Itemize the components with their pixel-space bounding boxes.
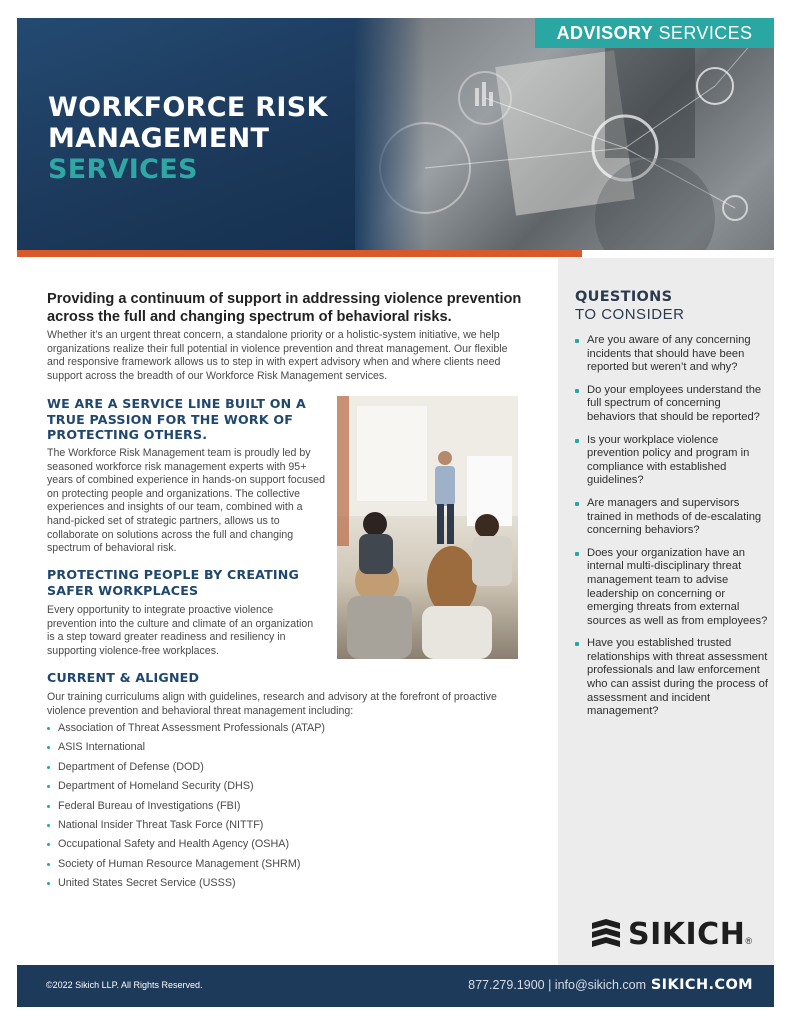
website-link[interactable]: SIKICH.COM — [650, 977, 753, 993]
training-session-photo — [337, 396, 518, 659]
lead-statement: Providing a continuum of support in addressing violence prevention across the full and changing spectrum of behavioral risks. — [47, 291, 522, 325]
sikich-logo-mark-icon — [592, 919, 622, 951]
list-item: Does your organization have an internal multi-disciplinary threat management team to advise leadership on concerning or emerging threats from external sources as well as from employees? — [575, 547, 771, 629]
section-heading-current-aligned: CURRENT & ALIGNED — [47, 670, 200, 685]
service-line-paragraph: The Workforce Risk Management team is proudly led by seasoned workforce risk management experts with 95+ years of combined experience in hands-on support focused on protecting people and organizations. The collective experiences and insights of our team, combined with a hand-picked set of strategic partners, allows us to collaborate on solutions across the full and changing spectrum of behavioral risk. — [47, 447, 325, 555]
list-item: ASIS International — [47, 741, 507, 754]
current-aligned-paragraph: Our training curriculums align with guidelines, research and advisory at the forefront of proactive violence prevention and behavioral threat management including: — [47, 691, 497, 717]
accent-divider — [17, 250, 582, 257]
list-item: Are you aware of any concerning incidents that should have been reported but weren’t and why? — [575, 334, 771, 375]
list-item: Is your workplace violence prevention policy and program in compliance with established guidelines? — [575, 434, 771, 488]
questions-sidebar — [558, 258, 774, 965]
sidebar-heading — [575, 289, 684, 323]
list-item: Society of Human Resource Management (SHRM) — [47, 858, 507, 871]
list-item: Federal Bureau of Investigations (FBI) — [47, 800, 507, 813]
list-item: Occupational Safety and Health Agency (OSHA) — [47, 838, 507, 851]
sikich-logo — [592, 917, 752, 952]
hero-title-line-1: WORKFORCE RISK — [48, 92, 328, 123]
list-item: Do your employees understand the full spectrum of concerning behaviors that should be reported? — [575, 384, 771, 425]
badge-light-text: SERVICES — [653, 23, 753, 43]
badge-bold-text: ADVISORY — [556, 23, 654, 43]
list-item: Have you established trusted relationships with threat assessment professionals and law enforcement who can assist during the process of assessment and incident management? — [575, 637, 771, 719]
hero-title-line-2: MANAGEMENT — [48, 123, 270, 154]
list-item: United States Secret Service (USSS) — [47, 877, 507, 890]
sidebar-heading-bold: QUESTIONS — [575, 289, 673, 305]
questions-list — [575, 334, 771, 728]
section-heading-service-line: WE ARE A SERVICE LINE BUILT ON A TRUE PASSION FOR THE WORK OF PROTECTING OTHERS. — [47, 396, 306, 443]
intro-paragraph: Whether it’s an urgent threat concern, a standalone priority or a holistic-system initiative, we help organizations realize their full potential in violence prevention and threat management. Our flexible and responsive framework allows us to step in with expert advisory when and where clients need support across the breadth of our Workforce Risk Management services. — [47, 329, 508, 382]
list-item: Are managers and supervisors trained in methods of de-escalating concerning behaviors? — [575, 497, 771, 538]
contact-info[interactable]: 877.279.1900 | info@sikich.com — [468, 978, 646, 992]
registered-mark: ® — [745, 936, 752, 946]
organization-list — [47, 722, 507, 897]
list-item: National Insider Threat Task Force (NITTF) — [47, 819, 507, 832]
sidebar-heading-light: TO CONSIDER — [575, 306, 685, 323]
hero-photo-risk-management — [355, 18, 774, 250]
hero-banner — [17, 18, 774, 250]
hero-title-line-3: SERVICES — [48, 154, 198, 185]
logo-wordmark: SIKICH — [628, 917, 746, 952]
copyright-text: ©2022 Sikich LLP. All Rights Reserved. — [46, 980, 203, 990]
footer-bar — [17, 965, 774, 1007]
list-item: Department of Homeland Security (DHS) — [47, 780, 507, 793]
advisory-services-badge — [535, 18, 774, 48]
safer-workplaces-paragraph: Every opportunity to integrate proactive violence prevention into the culture and climate of an organization is a step toward greater readiness and resiliency in supporting violence-free workplaces. — [47, 604, 314, 657]
list-item: Department of Defense (DOD) — [47, 761, 507, 774]
section-heading-safer-workplaces: PROTECTING PEOPLE BY CREATING SAFER WORKPLACES — [47, 567, 300, 598]
hero-title — [48, 92, 368, 185]
list-item: Association of Threat Assessment Professionals (ATAP) — [47, 722, 507, 735]
